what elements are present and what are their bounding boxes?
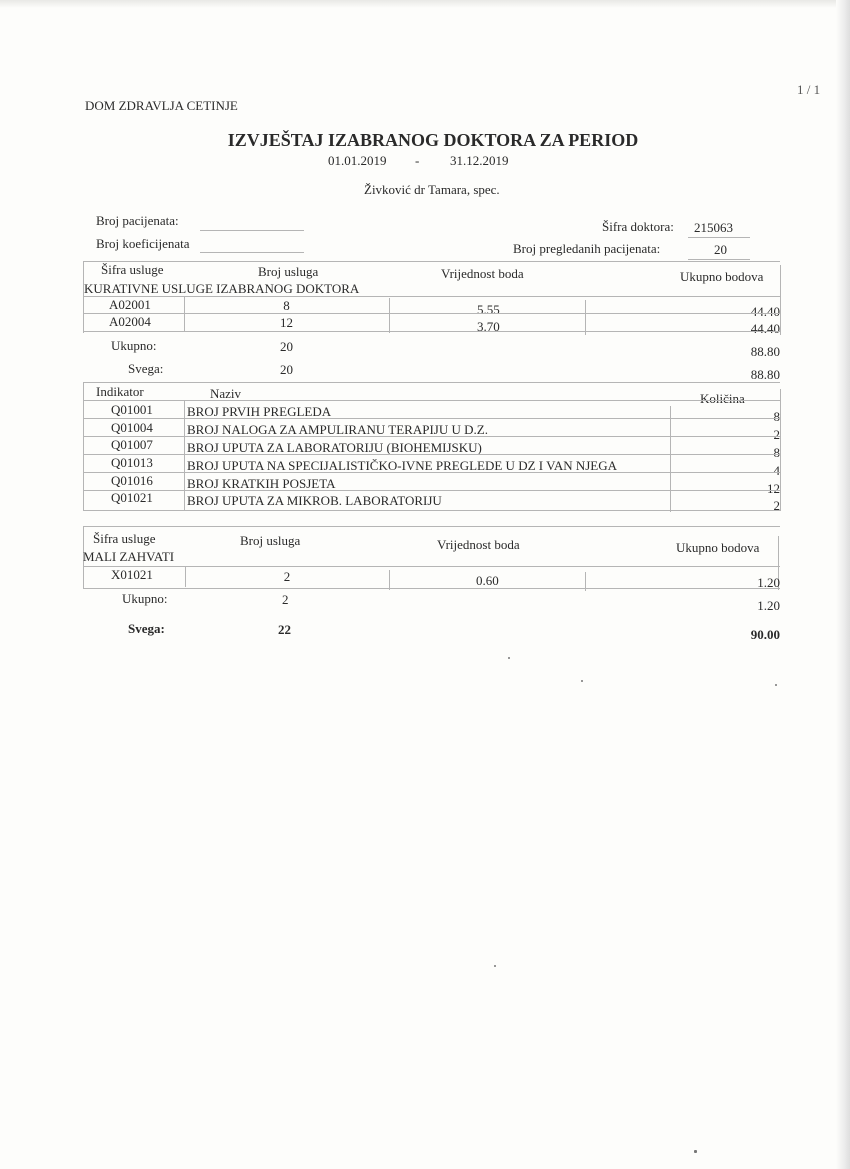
indicator-qty: 8 [773,409,780,424]
indicator-qty: 12 [767,481,780,496]
total-points: 1.20 [757,575,780,590]
col-header-ukupno-bodova: Ukupno bodova [680,269,764,284]
service-count: 8 [283,298,290,313]
indicator-code: Q01013 [111,455,153,470]
indicator-code: Q01021 [111,490,153,505]
examined-line [688,259,750,260]
period-to: 31.12.2019 [450,153,509,168]
grand-total-label: Svega: [128,621,165,636]
col-header-broj-usluga: Broj usluga [240,533,301,548]
examined-value: 20 [714,242,727,257]
col-header-kolicina: Količina [700,391,745,406]
period-separator: - [415,153,420,168]
service-code: A02001 [109,297,151,312]
col-header-broj-usluga: Broj usluga [258,264,319,279]
svega-total: 88.80 [750,367,780,382]
col-header-indikator: Indikator [96,384,144,399]
indicator-name: BROJ PRVIH PREGLEDA [187,404,332,419]
page-number: 1 / 1 [797,82,821,97]
scan-speck [775,684,777,686]
scan-speck [581,680,583,682]
section-title-kurativne: KURATIVNE USLUGE IZABRANOG DOKTORA [84,281,360,296]
scan-speck [494,965,496,967]
indicator-name: BROJ UPUTA NA SPECIJALISTIČKO-IVNE PREGLEDE U DZ I VAN NJEGA [187,458,618,473]
indicator-code: Q01016 [111,473,153,488]
col-header-vrijednost-boda: Vrijednost boda [441,266,524,281]
indicator-code: Q01007 [111,437,153,452]
scan-speck [694,1150,697,1153]
service-code: X01021 [111,567,153,582]
coefficients-value-line [200,252,304,253]
ukupno-label: Ukupno: [111,338,157,353]
col-header-ukupno-bodova: Ukupno bodova [676,540,760,555]
indicator-qty: 2 [773,427,780,442]
grand-total-count: 22 [278,622,291,637]
svega-label: Svega: [128,361,164,376]
scan-speck [508,657,510,659]
total-points: 44.40 [750,304,780,319]
col-header-vrijednost-boda: Vrijednost boda [437,537,520,552]
service-code: A02004 [109,314,151,329]
grand-total-points: 90.00 [750,627,780,642]
scan-edge-top [0,0,850,8]
section-title-mali-zahvati: MALI ZAHVATI [83,549,175,564]
patients-label: Broj pacijenata: [96,213,179,228]
col-header-sifra-usluge: Šifra usluge [101,262,164,277]
patients-value-line [200,230,304,231]
point-value: 0.60 [476,573,499,588]
ukupno-count: 20 [280,339,293,354]
ukupno-label: Ukupno: [122,591,168,606]
indicator-code: Q01001 [111,402,153,417]
indicator-code: Q01004 [111,420,153,435]
col-header-naziv: Naziv [210,386,242,401]
report-title: IZVJEŠTAJ IZABRANOG DOKTORA ZA PERIOD [227,130,639,150]
ukupno-total: 1.20 [757,598,780,613]
total-points: 44.40 [750,321,780,336]
ukupno-count: 2 [282,592,289,607]
indicator-qty: 2 [773,498,780,513]
service-count: 2 [283,569,291,584]
point-value: 5.55 [477,302,500,317]
indicator-name: BROJ KRATKIH POSJETA [187,476,336,491]
indicator-qty: 8 [773,445,780,460]
service-count: 12 [280,315,293,330]
coefficients-label: Broj koeficijenata [96,236,190,251]
col-header-sifra-usluge: Šifra usluge [93,531,156,546]
doctor-code-line [688,237,750,238]
indicator-name: BROJ NALOGA ZA AMPULIRANU TERAPIJU U D.Z. [187,422,488,437]
doctor-code-label: Šifra doktora: [602,219,674,234]
point-value: 3.70 [477,319,500,334]
examined-label: Broj pregledanih pacijenata: [513,241,661,256]
ukupno-total: 88.80 [750,344,780,359]
scan-edge-right [836,0,850,1169]
period-from: 01.01.2019 [328,153,387,168]
indicator-qty: 4 [773,463,780,478]
indicator-name: BROJ UPUTA ZA MIKROB. LABORATORIJU [187,493,442,508]
indicator-name: BROJ UPUTA ZA LABORATORIJU (BIOHEMIJSKU) [187,440,482,455]
doctor-code-value: 215063 [694,220,733,235]
doctor-name: Živković dr Tamara, spec. [364,182,500,197]
svega-count: 20 [280,362,293,377]
institution-name: DOM ZDRAVLJA CETINJE [85,98,238,113]
